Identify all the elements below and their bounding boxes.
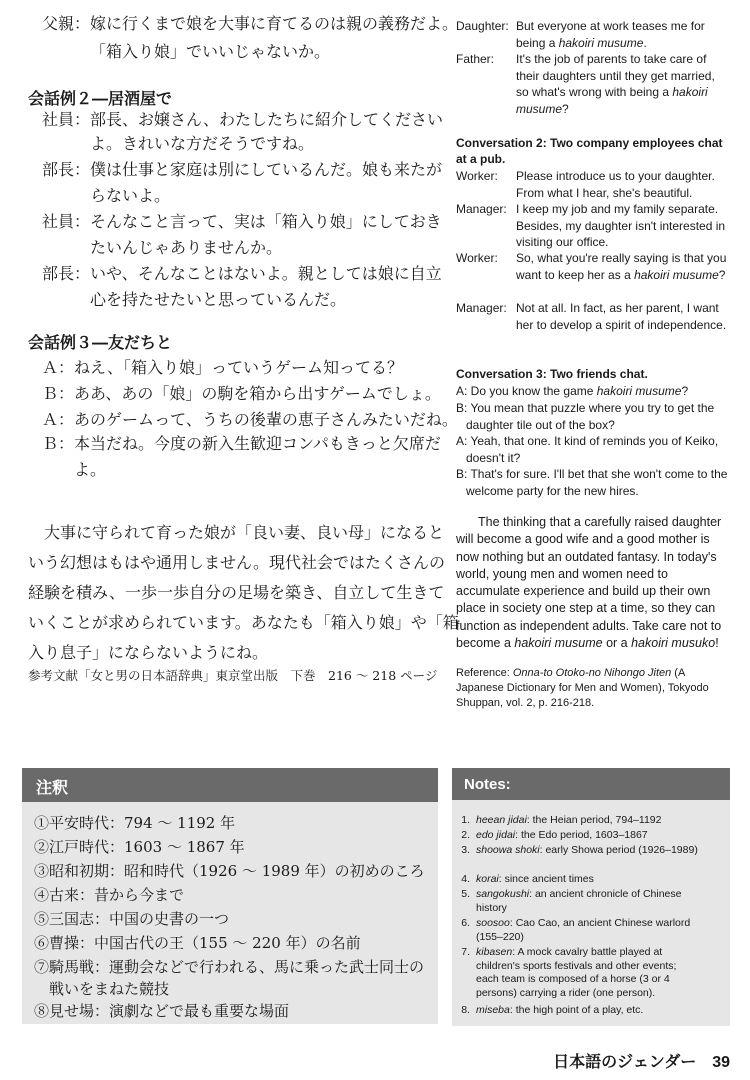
note-text: soosoo: Cao Cao, an ancient Chinese warlord (155–220) [476, 917, 691, 943]
jp-dialog-line [90, 290, 346, 310]
en-dialog-line [456, 250, 728, 300]
speaker: Ａ： [42, 358, 75, 377]
note-item-jp: ①平安時代：794 ～ 1192 年 [34, 814, 236, 832]
line-text: 心を持たせたいと思っているんだ。 [90, 290, 347, 309]
en-dialog-line: A: Yeah, that one. It kind of reminds you of Keiko, doesn't it? [456, 434, 719, 465]
speaker: 父親： [42, 14, 91, 33]
line-text: よ。きれいな方だそうですね。 [90, 134, 315, 153]
line-text: I keep my job and my family separate. Besides, my daughter isn't interested in visiting our office. [516, 202, 726, 249]
speaker: Manager: [456, 301, 507, 315]
essay-jp-line: 大事に守られて育った娘が「良い妻、良い母」になると [28, 523, 445, 542]
line-text: 嫁に行くまで娘を大事に育てるのは親の義務だよ。 [90, 14, 459, 33]
line-text: たいんじゃありませんか。 [90, 238, 283, 257]
essay-jp-line: いう幻想はもはや通用しません。現代社会ではたくさんの [28, 553, 445, 572]
note-number: 7. [461, 946, 470, 958]
jp-dialog-line [42, 160, 442, 180]
speaker: Daughter: [456, 19, 509, 33]
note-item-jp: ⑧見せ場：演劇などで最も重要な場面 [34, 1002, 290, 1020]
note-number: 4. [461, 873, 470, 885]
note-item-jp: ③昭和初期：昭和時代（1926 ～ 1989 年）の初めのころ [34, 862, 425, 880]
notes-header-en [452, 768, 730, 800]
en-dialog-line [456, 300, 728, 350]
speaker: Manager: [456, 202, 507, 216]
speaker: Ａ： [42, 410, 75, 429]
note-text: kibasen: A mock cavalry battle played at children's sports festivals and other events; each team is composed of a horse (3 or 4 persons) carrying a rider (one person). [476, 946, 677, 999]
line-text: It's the job of parents to take care of their daughters until they get married, so what's wrong with being a hakoiri musume? [516, 52, 715, 116]
note-number: 8. [461, 1004, 470, 1016]
note-item-jp: ⑤三国志：中国の史書の一つ [34, 910, 230, 928]
note-text: heean jidai: the Heian period, 794–1192 [476, 814, 662, 826]
note-text: shoowa shoki: early Showa period (1926–1989) [476, 844, 698, 856]
page-footer [553, 1049, 730, 1072]
line-text: 本当だね。今度の新入生歓迎コンパもきっと欠席だ [74, 434, 441, 453]
jp-dialog-line [42, 212, 442, 232]
note-number: 6. [461, 917, 470, 929]
line-text: So, what you're really saying is that you want to keep her as a hakoiri musume? [516, 251, 727, 282]
conv3-title-en: Conversation 3: Two friends chat. [456, 367, 648, 381]
notes-box-jp [22, 768, 438, 1024]
notes-title-jp: 注釈 [36, 778, 69, 797]
en-dialog-line: B: You mean that puzzle where you try to get the daughter tile out of the box? [456, 401, 715, 432]
jp-dialog-line [42, 434, 441, 454]
speaker: 社員： [42, 110, 91, 129]
notes-header-jp [22, 768, 438, 802]
jp-dialog-line [42, 410, 458, 430]
reference-jp: 参考文献「女と男の日本語辞典」東京堂出版 下巻 216 ～ 218 ページ [28, 668, 438, 683]
note-item-jp: ④古来：昔から今まで [34, 886, 185, 904]
notes-box-en [452, 768, 730, 1026]
note-item-jp: ⑥曹操：中国古代の王（155 ～ 220 年）の名前 [34, 934, 361, 952]
line-text: 「箱入り娘」でいいじゃないか。 [90, 42, 331, 61]
note-number: 2. [461, 829, 470, 841]
en-dialog-line: A: Do you know the game hakoiri musume? [456, 384, 689, 398]
line-text: 部長、お嬢さん、わたしたちに紹介してください [90, 110, 443, 129]
line-text: そんなこと言って、実は「箱入り娘」にしておき [90, 212, 442, 231]
running-title: 日本語のジェンダー [553, 1052, 697, 1071]
jp-dialog-line [42, 264, 442, 284]
line-text: ああ、あの「娘」の駒を箱から出すゲームでしょ。 [74, 384, 441, 403]
conv3-title-jp: 会話例３―友だちと [28, 333, 173, 352]
jp-dialog-line [90, 186, 170, 206]
note-number: 5. [461, 888, 470, 900]
jp-dialog-line [42, 110, 443, 130]
speaker: Ｂ： [42, 384, 75, 403]
note-text: edo jidai: the Edo period, 1603–1867 [476, 829, 648, 841]
jp-dialog-line [42, 384, 441, 404]
speaker: 部長： [42, 160, 91, 179]
jp-dialog-line [90, 134, 314, 154]
speaker: Father: [456, 52, 495, 66]
speaker: 部長： [42, 264, 91, 283]
essay-jp-line: 入り息子」にならないようにね。 [28, 643, 269, 662]
jp-dialog-line [90, 42, 330, 62]
notes-title-en: Notes: [464, 776, 511, 793]
en-dialog-line [456, 201, 728, 251]
en-dialog-line [456, 51, 728, 117]
conv2-title-jp: 会話例２―居酒屋で [28, 89, 173, 108]
line-text: But everyone at work teases me for being a hakoiri musume. [516, 19, 705, 50]
jp-dialog-line [42, 14, 458, 34]
note-item-jp: ⑦騎馬戦：運動会などで行われる、馬に乗った武士同士の [34, 958, 425, 976]
essay-jp-line: 経験を積み、一歩一歩自分の足場を築き、自立して生きて [28, 583, 445, 602]
en-dialog-line [456, 168, 728, 202]
line-text: よ。 [74, 460, 107, 479]
line-text: ねえ、「箱入り娘」っていうゲーム知ってる？ [74, 358, 403, 377]
speaker: Worker: [456, 169, 498, 183]
en-dialog-line: B: That's for sure. I'll bet that she won't come to the welcome party for the new hires. [456, 467, 728, 498]
line-text: らないよ。 [90, 186, 171, 205]
speaker: Ｂ： [42, 434, 75, 453]
note-text: miseba: the high point of a play, etc. [476, 1004, 644, 1016]
note-item-jp: ②江戸時代：1603 ～ 1867 年 [34, 838, 245, 856]
line-text: 僕は仕事と家庭は別にしているんだ。娘も来たが [90, 160, 443, 179]
jp-dialog-line [42, 358, 403, 378]
jp-dialog-line [74, 460, 106, 480]
line-text: Not at all. In fact, as her parent, I want her to develop a spirit of independence. [516, 301, 727, 332]
reference-en: Reference: Onna-to Otoko-no Nihongo Jiten (A Japanese Dictionary for Men and Women), Tokyodo Shuppan, vol. 2, p. 216-218. [456, 667, 709, 709]
page-number: 39 [712, 1054, 730, 1071]
note-number: 1. [461, 814, 470, 826]
note-item-jp: 戦いをまねた競技 [34, 980, 170, 998]
conv2-title-en: Conversation 2: Two company employees chat at a pub. [456, 136, 723, 166]
note-text: korai: since ancient times [476, 873, 594, 885]
jp-dialog-line [90, 238, 282, 258]
note-number: 3. [461, 844, 470, 856]
speaker: Worker: [456, 251, 498, 265]
line-text: いや、そんなことはないよ。親としては娘に自立 [90, 264, 442, 283]
line-text: あのゲームって、うちの後輩の恵子さんみたいだね。 [74, 410, 458, 429]
note-text: sangokushi: an ancient chronicle of Chinese history [476, 888, 682, 914]
essay-jp-line: いくことが求められています。あなたも「箱入り娘」や「箱 [28, 613, 459, 632]
en-dialog-line [456, 18, 728, 52]
line-text: Please introduce us to your daughter. From what I hear, she's beautiful. [516, 169, 715, 200]
speaker: 社員： [42, 212, 91, 231]
essay-en: The thinking that a carefully raised daughter will become a good wife and a good mother is now nothing but an outdated fantasy. In today's world, young men and women need to accumulate experience and build up their own place in society one step at a time, so they can function as independent adults. Take care not to become a hakoiri musume or a hakoiri musuko! [456, 515, 722, 651]
